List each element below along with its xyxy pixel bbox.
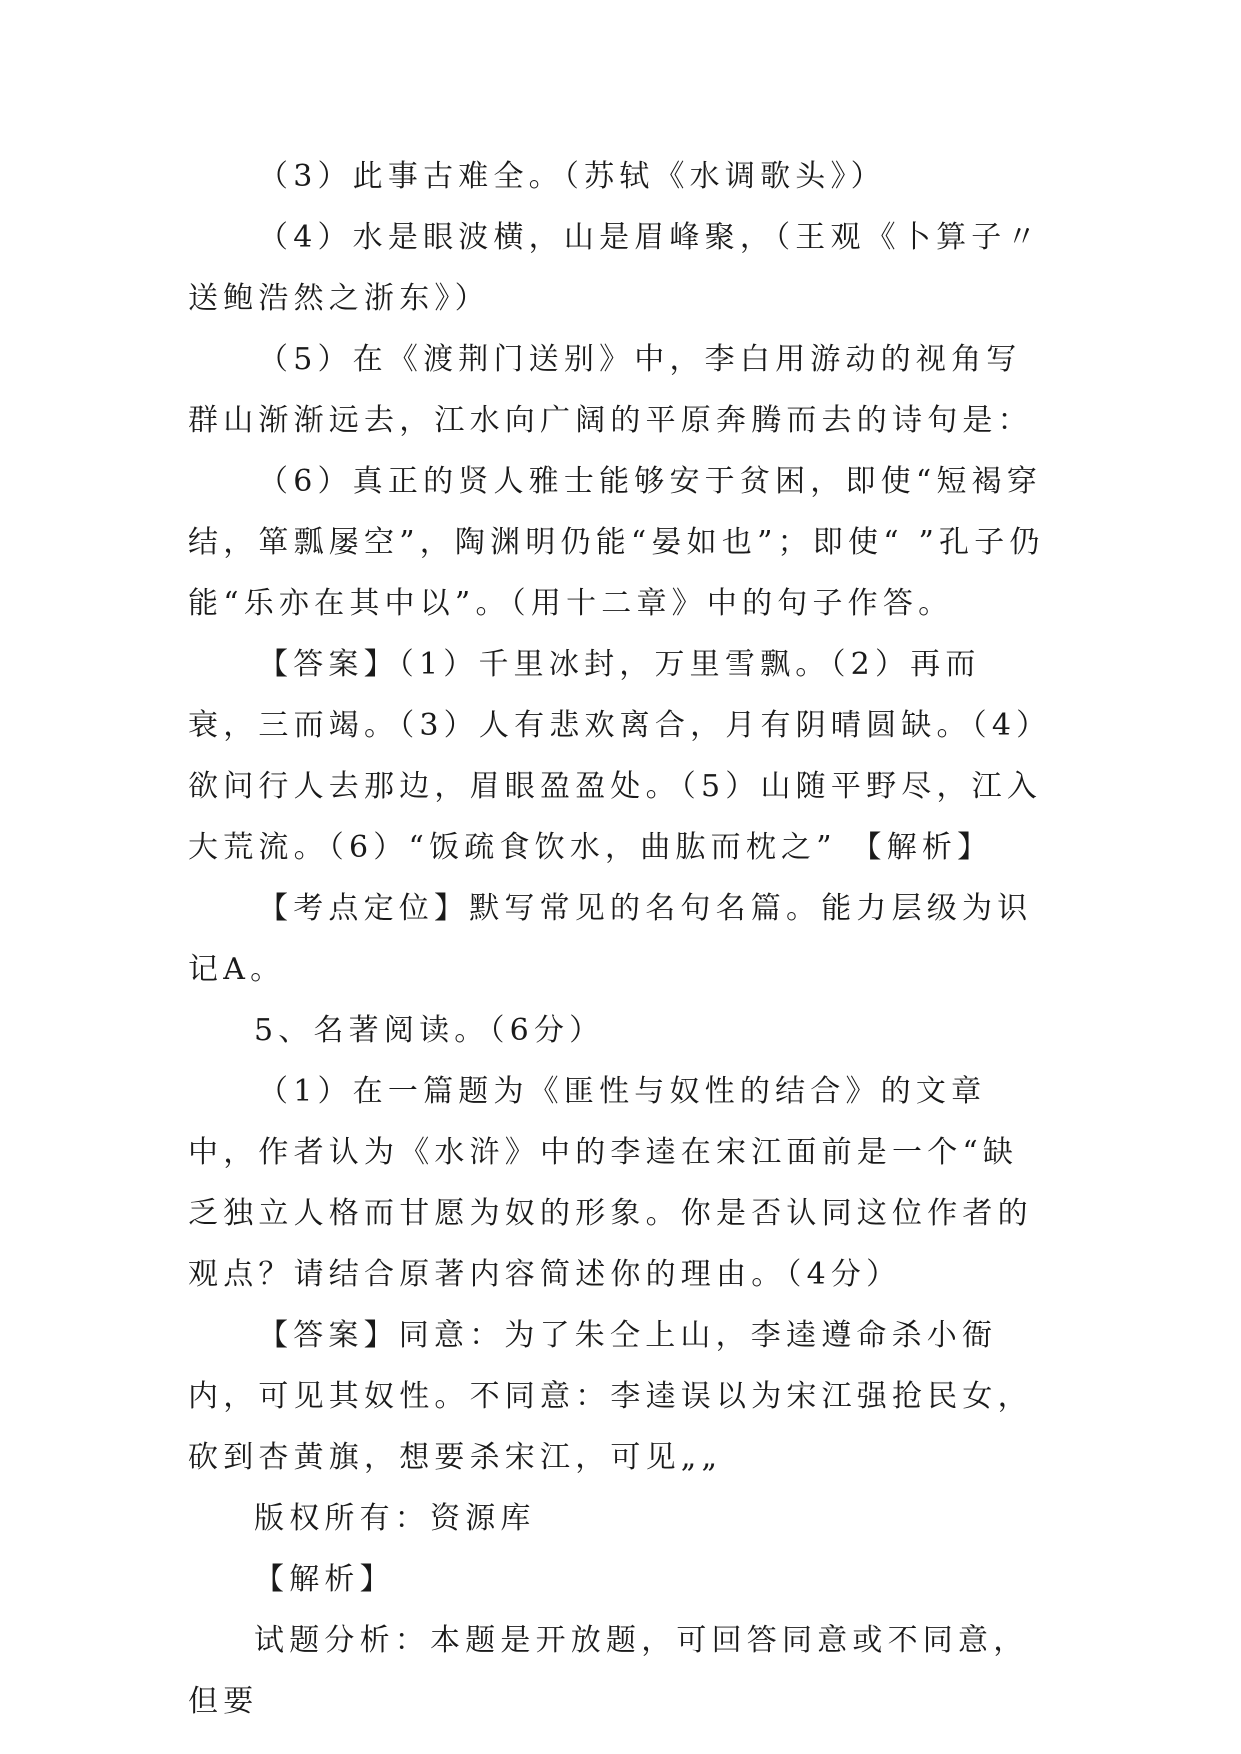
copyright-line: 版权所有：资源库 bbox=[254, 1501, 536, 1536]
paragraph-item-3: （3）此事古难全。（苏轼《水调歌头》） bbox=[258, 159, 886, 194]
document-page bbox=[188, 146, 1048, 1732]
question-5-heading: 5、名著阅读。（6分） bbox=[254, 1013, 605, 1048]
answer-paragraph: 【答案】（1）千里冰封，万里雪飘。（2）再而衰，三而竭。（3）人有悲欢离合，月有阴晴圆缺。（4）欲问行人去那边，眉眼盈盈处。（5）山随平野尽，江入大荒流。（6）“饭疏食饮水，曲肱而枕之” 【解析】 bbox=[188, 647, 1043, 865]
paragraph-item-5: （5）在《渡荆门送别》中，李白用游动的视角写群山渐渐远去，江水向广阔的平原奔腾而去的诗句是： bbox=[188, 342, 1033, 438]
question-5-1-paragraph: （1）在一篇题为《匪性与奴性的结合》的文章中，作者认为《水浒》中的李逵在宋江面前是一个“缺乏独立人格而甘愿为奴的形象。你是否认同这位作者的观点？请结合原著内容简述你的理由。（4分） bbox=[188, 1074, 1033, 1292]
paragraph-item-4: （4）水是眼波横，山是眉峰聚，（王观《卜算子〃送鲍浩然之浙东》） bbox=[188, 220, 1042, 316]
exam-point-paragraph: 【考点定位】默写常见的名句名篇。能力层级为识记A。 bbox=[188, 891, 1033, 987]
analysis-heading: 【解析】 bbox=[254, 1562, 395, 1597]
paragraph-item-6: （6）真正的贤人雅士能够安于贫困，即使“短褐穿结，箪瓢屡空”，陶渊明仍能“晏如也”；即使“ ”孔子仍能“乐亦在其中以”。（用十二章》中的句子作答。 bbox=[188, 464, 1045, 621]
analysis-paragraph: 试题分析：本题是开放题，可回答同意或不同意，但要 bbox=[188, 1623, 1029, 1719]
answer-5-1-paragraph: 【答案】同意：为了朱仝上山，李逵遵命杀小衙内，可见其奴性。不同意：李逵误以为宋江强抢民女，砍到杏黄旗，想要杀宋江，可见„„ bbox=[188, 1318, 1033, 1475]
